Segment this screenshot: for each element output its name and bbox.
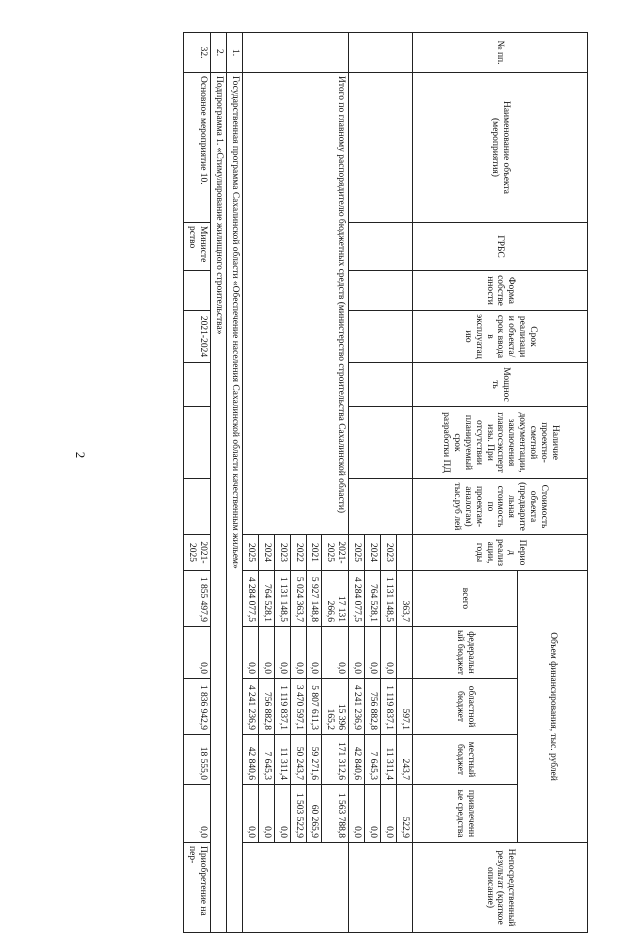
table-row: 2025 4 284 077,5 0,0 4 241 236,9 42 840,6 0,0 (349, 33, 365, 933)
rotated-table-container (93, 32, 588, 927)
header-regional: областной бюджет (413, 679, 518, 735)
header-attracted: привлеченные средства (413, 785, 518, 843)
header-form: Форма собственности (413, 271, 588, 311)
header-local: местный бюджет (413, 735, 518, 785)
header-result: Непосредственный результат (краткое описание) (413, 843, 588, 933)
table-row: Итого по главному распорядителю бюджетных средств (министерство строительства Сахалинской области) 2021-2025 17 131 266,6 0,0 15 396 165,2 171 312,6 1 563 788,8 (322, 33, 349, 933)
table-row: 2024 764 528,1 0,0 756 882,8 7 645,3 0,0 (365, 33, 381, 933)
header-total: всего (413, 571, 518, 627)
header-no: № пп. (413, 33, 588, 73)
table-row: 2025 4 284 077,5 0,0 4 241 236,9 42 840,6 0,0 (242, 33, 258, 933)
table-row: 363,7 597,1 243,7 522,9 (397, 33, 413, 933)
funding-table (183, 32, 588, 933)
table-row-subprogram: 2. Подпрограмма 1. «Стимулирование жилищного строительства» (211, 33, 227, 933)
table-row: 2021 5 927 148,8 0,0 5 807 611,3 59 271,6 60 265,9 (306, 33, 322, 933)
header-power: Мощность (413, 363, 588, 407)
header-name: Наименование объекта (мероприятия) (413, 73, 588, 223)
table-row: 2024 764 528,1 0,0 756 882,8 7 645,3 0,0 (258, 33, 274, 933)
header-cost: Стоимость объекта (предварительная стоимость по проектам-аналогам) тыс.руб лей (413, 479, 588, 535)
table-row: 32. Основное мероприятие 10. Министерство 2021-2024 2021-2025 1 855 497,9 0,0 1 836 942,9 18 555,0 0,0 Приобретение на пер- (184, 33, 211, 933)
itogo-label: Итого по главному распорядителю бюджетных средств (министерство строительства Сахалинской области) (242, 73, 348, 535)
header-design: Наличие проектно-сметной документации, заключения главгосэкспертизы. При отсутствии планируемый срок разработки ПД (413, 407, 588, 479)
table-row-program: 1. Государственная программа Сахалинской области «Обеспечение населения Сахалинской области качественным жильем» (226, 33, 242, 933)
header-period: Период реализации, годы (413, 535, 588, 571)
header-term: Срок реализации объекта/срок ввода в эксплуатацию (413, 311, 588, 363)
header-funding: Объем финансирования, тыс. рублей (518, 571, 588, 843)
table-row: 2022 5 024 363,7 0,0 3 470 597,1 50 243,7 1 503 522,9 (290, 33, 306, 933)
header-federal: федеральный бюджет (413, 627, 518, 679)
page-number: 2 (73, 451, 88, 459)
header-grbs: ГРБС (413, 223, 588, 271)
table-row: 2023 1 131 148,5 0,0 1 119 837,1 11 311,4 0,0 (381, 33, 397, 933)
table-row: 2023 1 131 148,5 0,0 1 119 837,1 11 311,4 0,0 (274, 33, 290, 933)
